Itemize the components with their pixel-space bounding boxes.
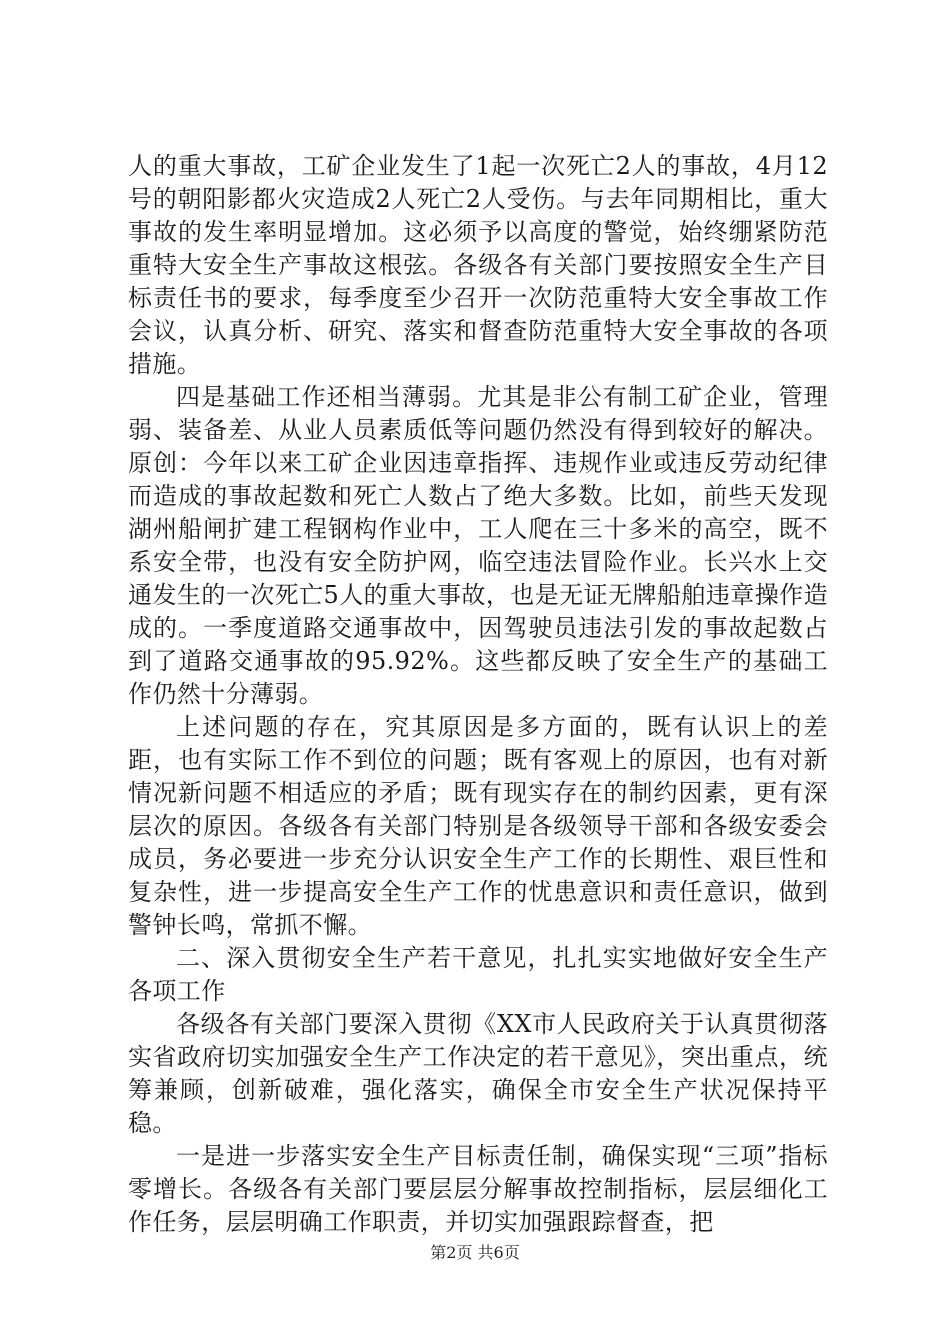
- paragraph-implement-opinions: 各级各有关部门要深入贯彻《XX市人民政府关于认真贯彻落实省政府切实加强安全生产工作决定的若干意见》，突出重点，统筹兼顾，创新破难，强化落实，确保全市安全生产状况保持平稳。: [128, 1010, 828, 1137]
- paragraph-causes: 上述问题的存在，究其原因是多方面的，既有认识上的差距，也有实际工作不到位的问题；既有客观上的原因，也有对新情况新问题不相适应的矛盾；既有现实存在的制约因素，更有深层次的原因。各级各有关部门特别是各级领导干部和各级安委会成员，务必要进一步充分认识安全生产工作的长期性、艰巨性和复杂性，进一步提高安全生产工作的忧患意识和责任意识，做到警钟长鸣，常抓不懈。: [128, 713, 828, 939]
- paragraph-target-responsibility: 一是进一步落实安全生产目标责任制，确保实现“三项”指标零增长。各级各有关部门要层层分解事故控制指标，层层细化工作任务，层层明确工作职责，并切实加强跟踪督查，把: [128, 1142, 828, 1236]
- paragraph-continuation: 人的重大事故，工矿企业发生了1起一次死亡2人的事故，4月12号的朝阳影都火灾造成2人死亡2人受伤。与去年同期相比，重大事故的发生率明显增加。这必须予以高度的警觉，始终绷紧防范重特大安全生产事故这根弦。各级各有关部门要按照安全生产目标责任书的要求，每季度至少召开一次防范重特大安全事故工作会议，认真分析、研究、落实和督查防范重特大安全事故的各项措施。: [128, 152, 828, 378]
- page-footer: 第2页 共6页: [430, 1243, 520, 1262]
- section-heading-two: 二、深入贯彻安全生产若干意见，扎扎实实地做好安全生产各项工作: [128, 944, 828, 1005]
- document-body: [128, 150, 828, 1239]
- paragraph-basic-work: 四是基础工作还相当薄弱。尤其是非公有制工矿企业，管理弱、装备差、从业人员素质低等问题仍然没有得到较好的解决。原创：今年以来工矿企业因违章指挥、违规作业或违反劳动纪律而造成的事故起数和死亡人数占了绝大多数。比如，前些天发现湖州船闸扩建工程钢构作业中，工人爬在三十多米的高空，既不系安全带，也没有安全防护网，临空违法冒险作业。长兴水上交通发生的一次死亡5人的重大事故，也是无证无牌船舶违章操作造成的。一季度道路交通事故中，因驾驶员违法引发的事故起数占到了道路交通事故的95.92%。这些都反映了安全生产的基础工作仍然十分薄弱。: [128, 383, 828, 708]
